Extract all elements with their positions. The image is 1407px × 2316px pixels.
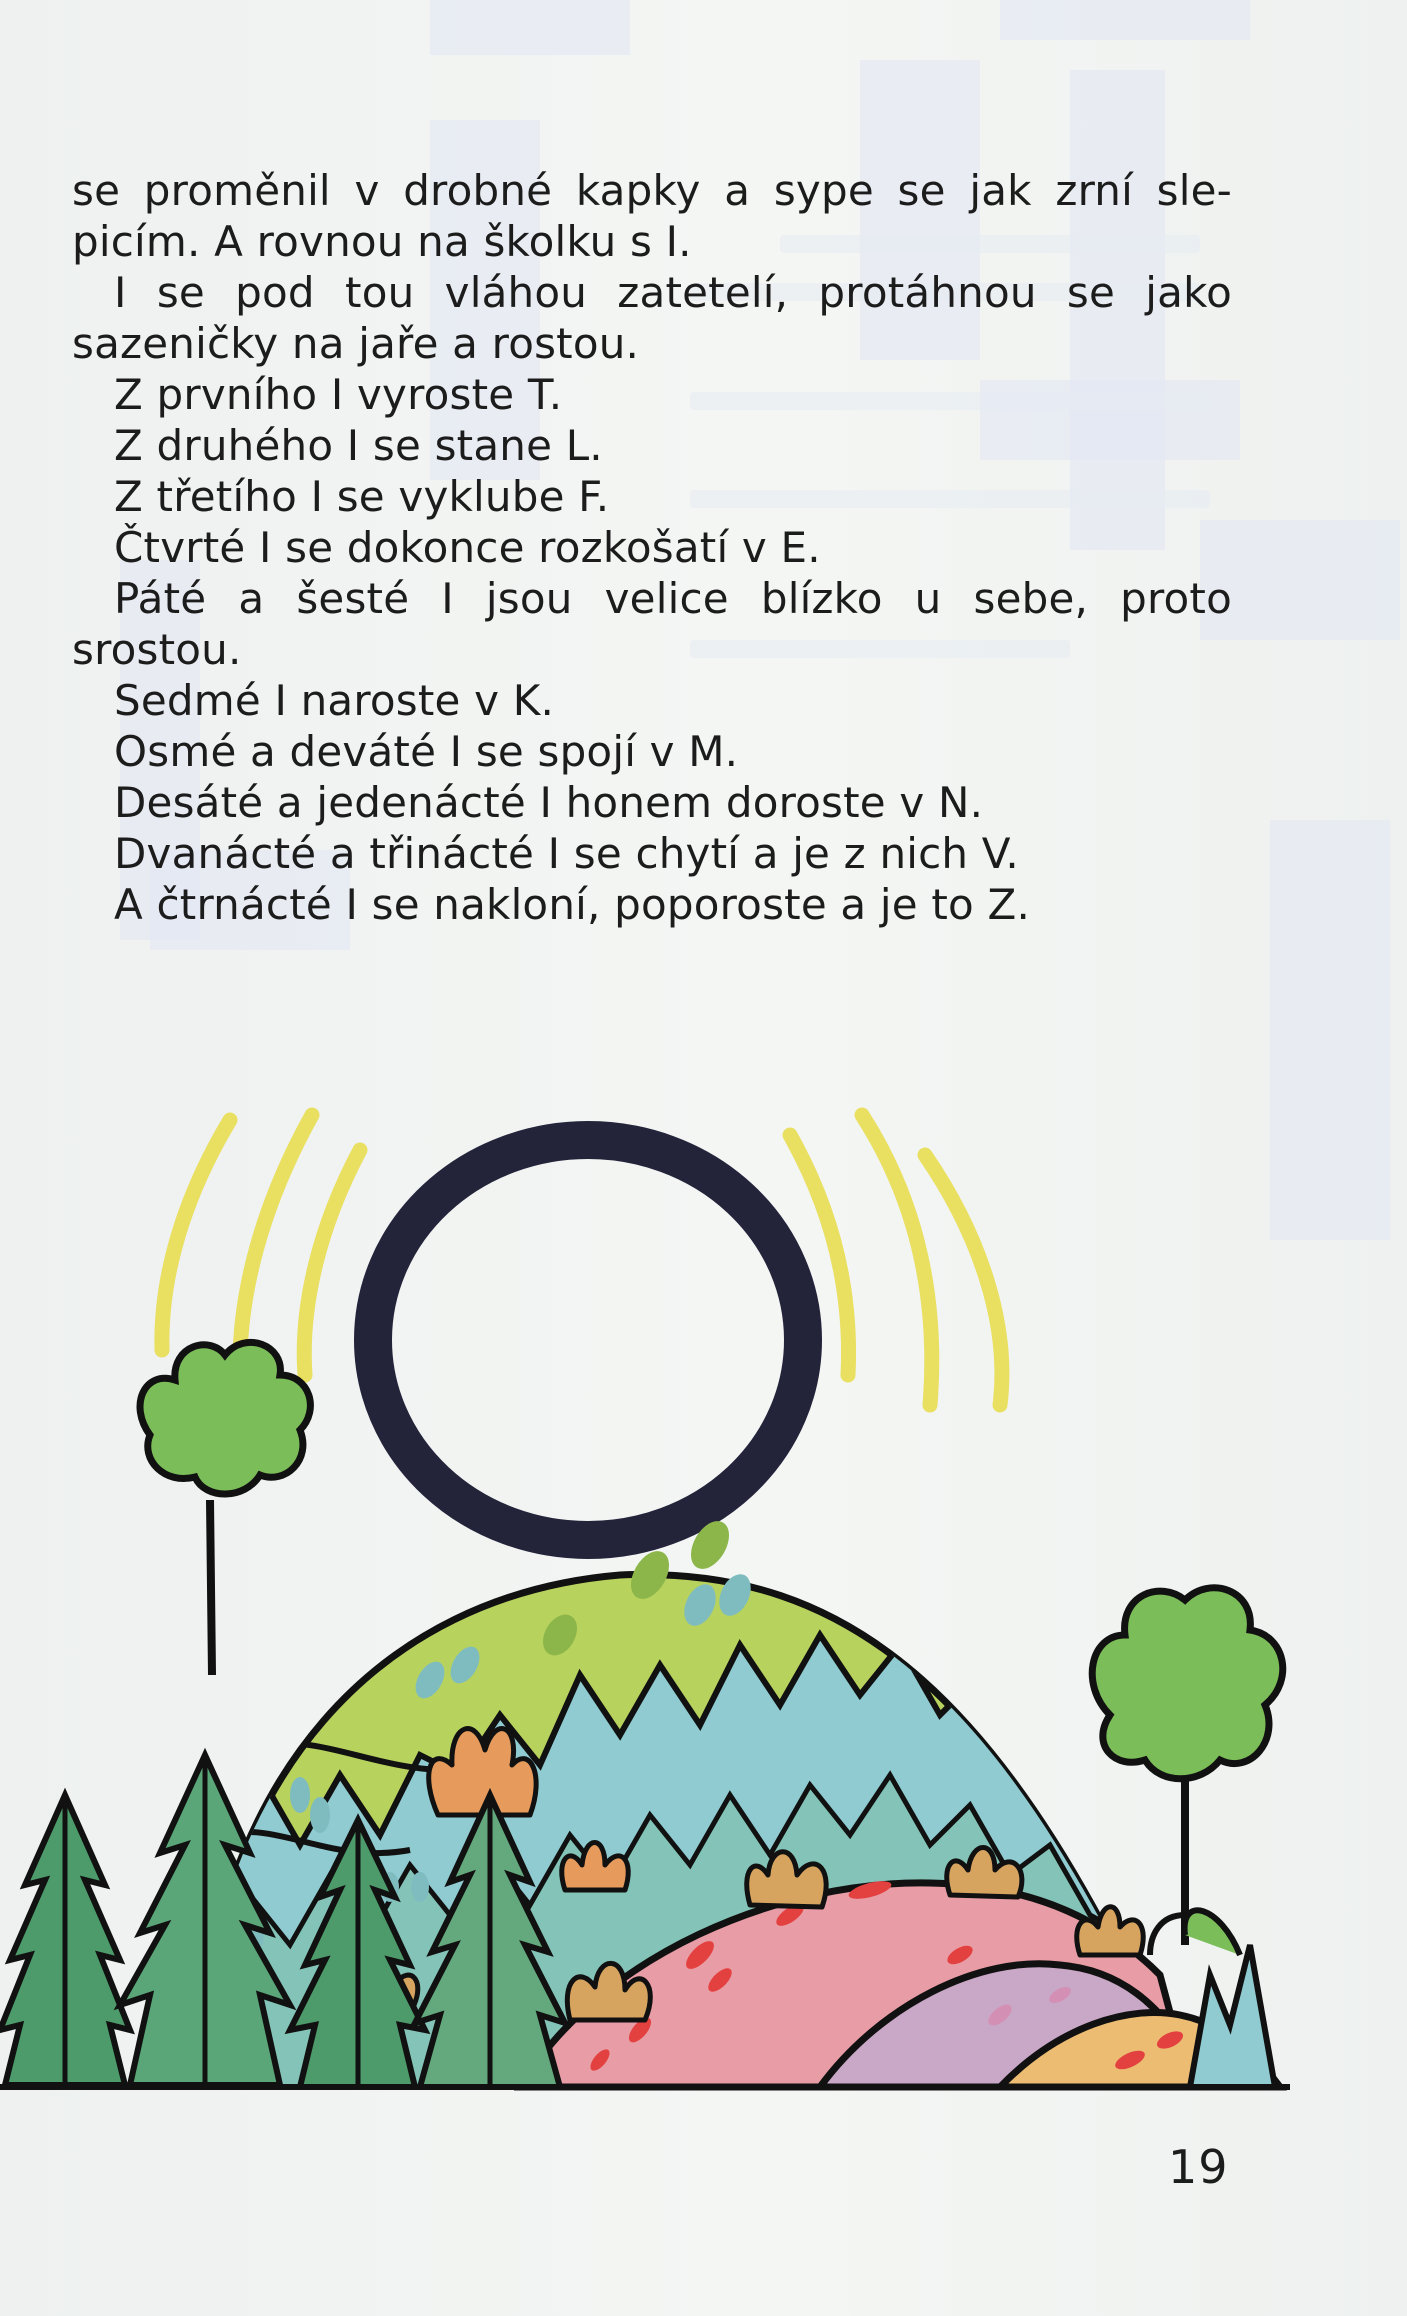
text-line: srostou. (72, 625, 242, 674)
ghost-letter-bar (430, 0, 630, 55)
text-line: se proměnil v drobné kapky a sype se jak zrní sle- (72, 166, 1232, 215)
left-round-tree (140, 1342, 310, 1675)
text-line: Čtvrté I se dokonce rozkošatí v E. (114, 523, 821, 572)
ghost-letter-bar (1000, 0, 1250, 40)
text-line: A čtrnácté I se nakloní, poporoste a je to Z. (114, 880, 1030, 929)
letter-o-ring (373, 1140, 803, 1540)
page-number: 19 (1168, 2140, 1229, 2194)
text-line: Z druhého I se stane L. (114, 421, 603, 470)
hill-forest-illustration (0, 1075, 1407, 2105)
text-line: I se pod tou vláhou zatetelí, protáhnou se jako (114, 268, 1232, 317)
text-line: Desáté a jedenácté I honem doroste v N. (114, 778, 984, 827)
text-line: Z prvního I vyroste T. (114, 370, 563, 419)
text-line: Dvanácté a třinácté I se chytí a je z nich V. (114, 829, 1019, 878)
text-line: Páté a šesté I jsou velice blízko u sebe, proto (114, 574, 1232, 623)
text-line: Osmé a deváté I se spojí v M. (114, 727, 739, 776)
text-line: Sedmé I naroste v K. (114, 676, 555, 725)
text-line: picím. A rovnou na školku s I. (72, 217, 692, 266)
right-round-tree (1092, 1588, 1283, 1955)
text-line: Z třetího I se vyklube F. (114, 472, 610, 521)
story-text (72, 165, 1232, 930)
text-line: sazeničky na jaře a rostou. (72, 319, 640, 368)
